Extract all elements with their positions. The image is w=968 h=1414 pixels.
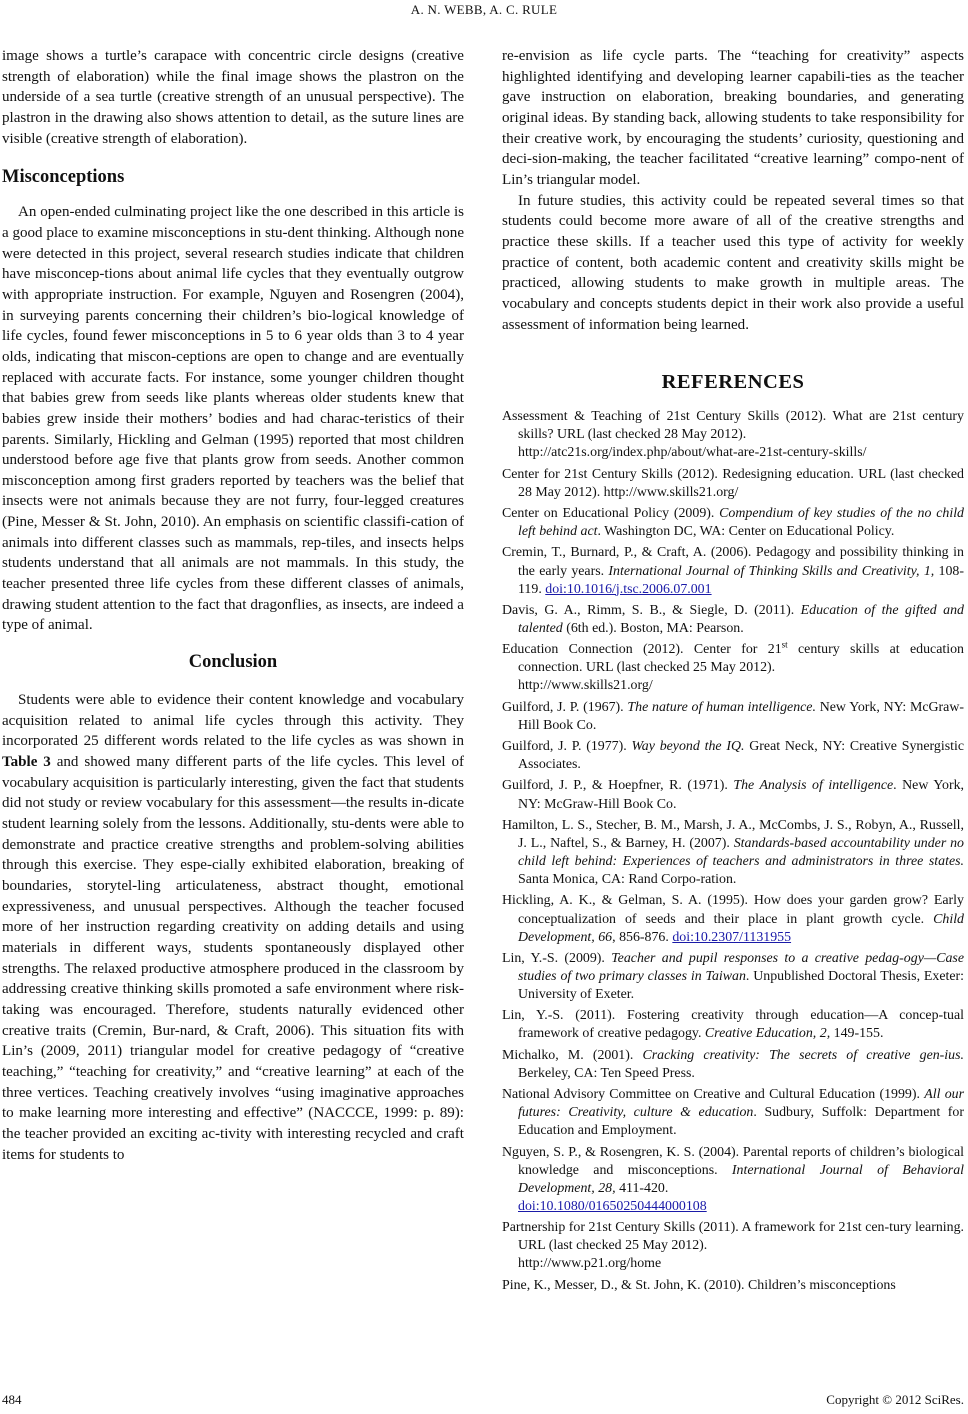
reference-text: Center on Educational Policy (2009). xyxy=(502,506,720,522)
reference-entry xyxy=(502,817,964,889)
reference-text: Lin, Y.-S. (2011). Fostering creativity through education—A concep-tual framework of creative pedagogy. xyxy=(502,1008,964,1042)
reference-text: 149-155. xyxy=(830,1026,884,1042)
reference-title: Creative Education, 2, xyxy=(704,1026,831,1042)
reference-entry xyxy=(502,408,964,462)
reference-title: International Journal of Thinking Skills and Creativity, 1, xyxy=(608,563,935,579)
reference-list xyxy=(502,408,964,1295)
reference-text: Guilford, J. P. (1977). xyxy=(502,739,632,755)
reference-text: Guilford, J. P., & Hoepfner, R. (1971). xyxy=(502,778,734,794)
reference-entry xyxy=(502,466,964,502)
reference-entry xyxy=(502,641,964,695)
misconceptions-heading: Misconceptions xyxy=(2,167,125,188)
reference-text: Santa Monica, CA: Rand Corpo-ration. xyxy=(518,872,737,888)
reference-text: Lin, Y.-S. (2009). xyxy=(502,950,612,966)
reference-url: http://atc21s.org/index.php/about/what-are-21st-century-skills/ xyxy=(518,445,867,461)
reference-title: Education of the gifted and talented xyxy=(518,602,964,636)
reference-entry xyxy=(502,1277,964,1295)
reference-entry xyxy=(502,1007,964,1043)
reference-text: 108-119. xyxy=(518,563,965,597)
reference-text: Hickling, A. K., & Gelman, S. A. (1995). How does your garden grow? Early conceptualization of seeds and their place in plant growth cycle. xyxy=(502,893,964,927)
reference-text: . Washington DC, WA: Center on Educational Policy. xyxy=(597,524,895,540)
reference-entry xyxy=(502,738,964,774)
reference-text: century skills at education connection. URL (last checked 25 May 2012). xyxy=(518,642,964,676)
reference-text: . New York, NY: McGraw-Hill Book Co. xyxy=(518,778,965,812)
reference-title: The Analysis of intelligence xyxy=(733,778,894,794)
reference-text: New York, NY: McGraw-Hill Book Co. xyxy=(518,699,964,733)
reference-entry xyxy=(502,1219,964,1273)
page-number: 484 xyxy=(2,1392,22,1407)
reference-text: Pine, K., Messer, D., & St. John, K. (2010). Children’s misconceptions xyxy=(502,1277,896,1293)
reference-entry xyxy=(502,777,964,813)
reference-text: Guilford, J. P. (1967). xyxy=(502,699,628,715)
reference-text: Berkeley, CA: Ten Speed Press. xyxy=(518,1065,695,1081)
conclusion-text-b: and showed many different parts of the life cycles. This level of vocabulary acquisition is particularly interesting, given the fact that students did not study or review vocabulary for this assessment—the results in-dicate student learning solely from the lessons. Additionally, stu-dents were able to demonstrate and practice creative strengths and problem-solving abilities through this exercise. They espe-cially exhibited elaboration, breaking of boundaries, storytel-ling articulateness, abstract thought, emotional expressiveness, and unusual perspectives. Although the teacher focused more of her instruction regarding creativity on adding details and using materials in different ways, students spontaneously displayed other strengths. The relaxed productive atmosphere produced in the classroom by addressing creative thinking skills promoted a safe environment where risk-taking was encouraged. Therefore, students naturally evidenced other creative traits (Cremin, Bur-nard, & Craft, 2006). This situation fits with Lin’s (2009, 2011) triangular model for creative pedagogy of “creative teaching,” “teaching for creativity,” and “creative learning” at each of the three vertices. Teaching creatively involves “using imaginative approaches to make learning more interesting and effective” (NACCCE, 1999: p. 89): the teacher provided an exciting ac-tivity with interesting recycled and craft items for students to xyxy=(2,754,464,1163)
reference-text: National Advisory Committee on Creative and Cultural Education (1999). xyxy=(502,1087,925,1103)
reference-text: Education Connection (2012). Center for 21 xyxy=(502,642,782,658)
reference-text: Davis, G. A., Rimm, S. B., & Siegle, D. (2011). xyxy=(502,602,801,618)
reference-text: Partnership for 21st Century Skills (2011). A framework for 21st cen-tury learning. URL (last checked 25 May 2012). xyxy=(502,1220,964,1254)
paragraph-future-studies: In future studies, this activity could be repeated several times so that students could become more aware of all of the creative strengths and practice these skills. If a teacher used this type of activity for weekly practice of content, both academic content and creativity skills might be practiced, allowing students to make growth in multiple areas. The vocabulary and concepts students depict in their work also provide a useful assessment of information being learned. xyxy=(502,192,964,333)
doi-link[interactable]: doi:10.1080/01650250444000108 xyxy=(518,1198,707,1214)
right-column xyxy=(502,46,964,1298)
reference-text: Center for 21st Century Skills (2012). Redesigning education. URL (last checked 28 May 2012). http://www.skills21.org/ xyxy=(502,466,964,500)
reference-text: 411-420. xyxy=(615,1180,669,1196)
copyright-notice: Copyright © 2012 SciRes. xyxy=(826,1392,964,1407)
reference-url: http://www.skills21.org/ xyxy=(518,678,653,694)
reference-entry xyxy=(502,699,964,735)
left-column xyxy=(2,46,464,1165)
references-heading: REFERENCES xyxy=(661,371,805,394)
reference-entry xyxy=(502,602,964,638)
reference-url: http://www.p21.org/home xyxy=(518,1256,662,1272)
reference-entry xyxy=(502,1047,964,1083)
paragraph-turtle: image shows a turtle’s carapace with concentric circle designs (creative strength of elaboration) while the final image shows the plastron on the underside of a sea turtle (creative strength of an unusual perspective). The plastron in the drawing also shows attention to detail, as the suture lines are visible (creative strength of elaboration). xyxy=(2,48,464,147)
reference-title: Way beyond the IQ. xyxy=(631,739,745,755)
reference-entry xyxy=(502,505,964,541)
reference-title: Child Development, 66 xyxy=(518,911,964,945)
reference-text: . Unpublished Doctoral Thesis, Exeter: University of Exeter. xyxy=(518,968,964,1003)
reference-entry xyxy=(502,544,964,598)
conclusion-heading: Conclusion xyxy=(188,652,278,673)
reference-title: Standards-based accountability under no child left behind: Experiences of teachers and administrators in three states. xyxy=(518,835,965,870)
reference-text: Great Neck, NY: Creative Synergistic Associates. xyxy=(518,739,964,773)
reference-text: Cremin, T., Burnard, P., & Craft, A. (2006). Pedagogy and possibility thinking in the early years. xyxy=(502,545,964,579)
reference-title: International Journal of Behavioral Development, 28, xyxy=(518,1162,964,1196)
reference-entry xyxy=(502,950,964,1004)
reference-superscript: st xyxy=(781,639,788,650)
doi-link[interactable]: doi:10.1016/j.tsc.2006.07.001 xyxy=(545,581,712,597)
reference-entry xyxy=(502,1144,964,1216)
reference-entry xyxy=(502,1086,964,1140)
reference-text: Hamilton, L. S., Stecher, B. M., Marsh, J. A., McCombs, J. S., Robyn, A., Russell, J. L., Naftel, S., & Barney, H. (2007). xyxy=(502,817,964,851)
reference-title: All our futures: Creativity, culture & education xyxy=(518,1087,964,1121)
conclusion-text-a: Students were able to evidence their content knowledge and vocabulary acquisition related to animal life cycles through this activity. They incorporated 25 different words related to the life cycles as was shown in xyxy=(2,692,464,750)
reference-title: Cracking creativity: The secrets of creative gen-ius. xyxy=(642,1047,964,1063)
paragraph-triangular-model: re-envision as life cycle parts. The “teaching for creativity” aspects highlighted identifying and developing learner capabili-ties as the teacher gave instruction on elaboration, breaking boundaries, and generating original ideas. By standing back, allowing students to take responsibility for their creative work, by encouraging the students’ curiosity, questioning and deci-sion-making, the teacher facilitated “creative learning” compo-nent of Lin’s triangular model. xyxy=(502,48,964,188)
reference-title: Teacher and pupil responses to a creative pedag-ogy—Case studies of two primary classes in Taiwan xyxy=(518,950,964,984)
reference-text: . Sudbury, Suffolk: Department for Education and Employment. xyxy=(518,1105,964,1139)
reference-text: , 856-876. xyxy=(612,929,673,945)
reference-entry xyxy=(502,892,964,946)
reference-title: The nature of human intelligence. xyxy=(627,699,816,715)
doi-link[interactable]: doi:10.2307/1131955 xyxy=(672,929,792,945)
reference-text: Nguyen, S. P., & Rosengren, K. S. (2004). Parental reports of children’s biological knowledge and misconceptions. xyxy=(502,1144,964,1178)
paragraph-misconceptions: An open-ended culminating project like the one described in this article is a good place to examine misconceptions in stu-dent thinking. Although none were detected in this project, several research studies indicate that children have misconcep-tions about animal life cycles that they eventually outgrow with appropriate instruction. For example, Nguyen and Rosengren (2004), in surveying parents concerning their children’s bio-logical knowledge of life cycles, found fewer misconceptions in 5 to 6 year olds than 3 to 4 year olds, indicating that miscon-ceptions are open to change and are eventually replaced with accurate facts. For instance, some younger children thought that babies grew from seeds like plants whereas older students knew that babies grew inside their mothers’ bodies and had charac-teristics of their parents. Similarly, Hickling and Gelman (1995) reported that most children understood before age five that plants grow from seeds. Another common misconception among first graders reported by teachers was the belief that insects were not animals because they are not furry, four-legged creatures (Pine, Messer & St. John, 2010). An emphasis on scientific classifi-cation of animals into different classes such as mammals, rep-tiles, and insects helps students understand that all animals are not mammals. In this study, the teacher presented three life cycles from these different classes of animals, drawing student attention to the fact that dragonflies, as insects, are indeed a type of animal. xyxy=(2,204,464,634)
reference-title: Compendium of key studies of the no child left behind act xyxy=(518,506,965,540)
running-head: A. N. WEBB, A. C. RULE xyxy=(410,2,558,17)
reference-text: (6th ed.). Boston, MA: Pearson. xyxy=(562,620,744,636)
paragraph-conclusion xyxy=(2,690,464,1165)
table-reference: Table 3 xyxy=(2,754,51,771)
reference-text: Michalko, M. (2001). xyxy=(502,1047,643,1063)
reference-text: Assessment & Teaching of 21st Century Skills (2012). What are 21st century skills? URL (last checked 28 May 2012). xyxy=(502,409,964,443)
